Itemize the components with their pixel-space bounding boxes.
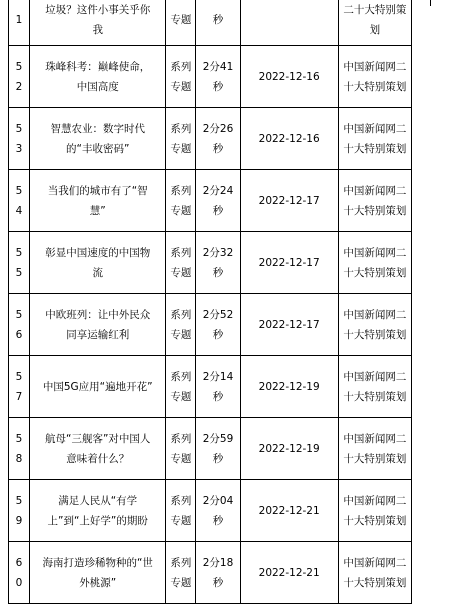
date-cell-text: 2022-12-16 <box>258 132 320 145</box>
source-cell-text: 中国新闻网二十大特别策划 <box>343 556 407 589</box>
row-number-cell-text: 59 <box>15 494 23 527</box>
source-cell-text: 中国新闻网二十大特别策划 <box>343 184 407 217</box>
row-number-cell <box>9 46 30 108</box>
type-cell <box>166 108 196 170</box>
type-cell-text: 系列专题 <box>170 308 192 341</box>
title-cell-text: 彰显中国速度的中国物流 <box>45 246 151 279</box>
table-row <box>9 480 412 542</box>
row-number-cell <box>9 232 30 294</box>
table-row <box>9 294 412 356</box>
title-cell <box>30 46 166 108</box>
row-number-cell-text: 55 <box>15 246 23 279</box>
row-number-cell <box>9 542 30 604</box>
table-row <box>9 232 412 294</box>
date-cell <box>240 46 338 108</box>
date-cell <box>240 170 338 232</box>
row-number-cell-text: 56 <box>15 308 23 341</box>
row-number-cell <box>9 356 30 418</box>
table-row <box>9 418 412 480</box>
source-cell-text: 中国新闻网二十大特别策划 <box>343 370 407 403</box>
duration-cell <box>196 356 240 418</box>
date-cell <box>240 294 338 356</box>
type-cell-text: 系列专题 <box>170 370 192 403</box>
row-number-cell-text: 60 <box>15 556 23 589</box>
adjacent-column-edge <box>412 0 431 6</box>
duration-cell <box>196 46 240 108</box>
program-table <box>8 0 412 604</box>
duration-cell-text: 2分59秒 <box>202 432 234 465</box>
source-cell <box>338 294 411 356</box>
type-cell <box>166 294 196 356</box>
row-number-cell-text: 57 <box>15 370 23 403</box>
date-cell-text: 2022-12-17 <box>258 318 320 331</box>
row-number-cell-text: 52 <box>15 60 23 93</box>
type-cell <box>166 170 196 232</box>
date-cell <box>240 232 338 294</box>
duration-cell-text: 2分41秒 <box>202 60 234 93</box>
table-row <box>9 108 412 170</box>
table-row <box>9 356 412 418</box>
type-cell <box>166 46 196 108</box>
duration-cell-text: 2分32秒 <box>202 246 234 279</box>
title-cell <box>30 232 166 294</box>
duration-cell-text: 2分04秒 <box>202 494 234 527</box>
date-cell <box>240 356 338 418</box>
title-cell <box>30 480 166 542</box>
duration-cell <box>196 108 240 170</box>
date-cell-text: 2022-12-16 <box>258 70 320 83</box>
duration-cell <box>196 480 240 542</box>
row-number-cell-text: 54 <box>15 184 23 217</box>
date-cell <box>240 0 338 46</box>
type-cell <box>166 542 196 604</box>
date-cell <box>240 418 338 480</box>
title-cell <box>30 108 166 170</box>
title-cell <box>30 418 166 480</box>
source-cell <box>338 542 411 604</box>
source-cell <box>338 108 411 170</box>
title-cell-text: 中欧班列：让中外民众同享运输红利 <box>45 308 151 341</box>
table-row <box>9 542 412 604</box>
title-cell <box>30 0 166 46</box>
source-cell-text: 中国新闻网二十大特别策划 <box>343 494 407 527</box>
table-row <box>9 170 412 232</box>
row-number-cell <box>9 480 30 542</box>
duration-cell-text: 2分18秒 <box>202 556 234 589</box>
duration-cell <box>196 232 240 294</box>
title-cell-text: 航母“三舰客”对中国人意味着什么？ <box>45 432 151 465</box>
type-cell <box>166 0 196 46</box>
title-cell-text: 中国5G应用“遍地开花” <box>42 380 153 393</box>
source-cell <box>338 418 411 480</box>
date-cell <box>240 108 338 170</box>
date-cell-text: 2022-12-19 <box>258 442 320 455</box>
source-cell-text: 中国新闻网二十大特别策划 <box>343 308 407 341</box>
date-cell <box>240 542 338 604</box>
duration-cell <box>196 542 240 604</box>
date-cell-text: 2022-12-21 <box>258 504 320 517</box>
row-number-cell <box>9 294 30 356</box>
date-cell <box>240 480 338 542</box>
type-cell-text: 系列专题 <box>170 556 192 589</box>
duration-cell <box>196 0 240 46</box>
duration-cell-text: 秒 <box>212 14 224 26</box>
source-cell <box>338 232 411 294</box>
type-cell-text: 系列专题 <box>170 184 192 217</box>
title-cell <box>30 356 166 418</box>
title-cell-text: 当我们的城市有了“智慧” <box>47 184 148 217</box>
source-cell <box>338 46 411 108</box>
duration-cell-text: 2分52秒 <box>202 308 234 341</box>
duration-cell-text: 2分26秒 <box>202 122 234 155</box>
title-cell-text: 满足人民从“有学上”到“上好学”的期盼 <box>47 494 148 527</box>
row-number-cell-text: 58 <box>15 432 23 465</box>
row-number-cell <box>9 0 30 46</box>
title-cell-text: 垃圾？这件小事关乎你我 <box>45 4 151 36</box>
duration-cell-text: 2分24秒 <box>202 184 234 217</box>
title-cell <box>30 294 166 356</box>
source-cell <box>338 480 411 542</box>
type-cell-text: 专题 <box>170 14 192 26</box>
title-cell <box>30 170 166 232</box>
type-cell-text: 系列专题 <box>170 122 192 155</box>
row-number-cell <box>9 108 30 170</box>
duration-cell <box>196 418 240 480</box>
title-cell <box>30 542 166 604</box>
title-cell-text: 智慧农业：数字时代的“丰收密码” <box>50 122 145 155</box>
type-cell-text: 系列专题 <box>170 494 192 527</box>
duration-cell <box>196 170 240 232</box>
row-number-cell-text: 1 <box>15 14 23 26</box>
row-number-cell <box>9 170 30 232</box>
source-cell <box>338 356 411 418</box>
type-cell-text: 系列专题 <box>170 246 192 279</box>
date-cell-text: 2022-12-21 <box>258 566 320 579</box>
title-cell-text: 珠峰科考：巅峰使命，中国高度 <box>45 60 151 93</box>
program-table-body <box>9 0 412 604</box>
type-cell <box>166 232 196 294</box>
duration-cell-text: 2分14秒 <box>202 370 234 403</box>
source-cell-text: 二十大特别策划 <box>343 4 407 36</box>
title-cell-text: 海南打造珍稀物种的“世外桃源” <box>42 556 153 589</box>
source-cell <box>338 0 411 46</box>
source-cell-text: 中国新闻网二十大特别策划 <box>343 432 407 465</box>
date-cell-text: 2022-12-19 <box>258 380 320 393</box>
source-cell <box>338 170 411 232</box>
source-cell-text: 中国新闻网二十大特别策划 <box>343 60 407 93</box>
type-cell <box>166 480 196 542</box>
type-cell <box>166 418 196 480</box>
source-cell-text: 中国新闻网二十大特别策划 <box>343 122 407 155</box>
type-cell <box>166 356 196 418</box>
row-number-cell-text: 53 <box>15 122 23 155</box>
type-cell-text: 系列专题 <box>170 60 192 93</box>
row-number-cell <box>9 418 30 480</box>
source-cell-text: 中国新闻网二十大特别策划 <box>343 246 407 279</box>
table-row <box>9 0 412 46</box>
table-row <box>9 46 412 108</box>
date-cell-text: 2022-12-17 <box>258 256 320 269</box>
duration-cell <box>196 294 240 356</box>
type-cell-text: 系列专题 <box>170 432 192 465</box>
date-cell-text: 2022-12-17 <box>258 194 320 207</box>
